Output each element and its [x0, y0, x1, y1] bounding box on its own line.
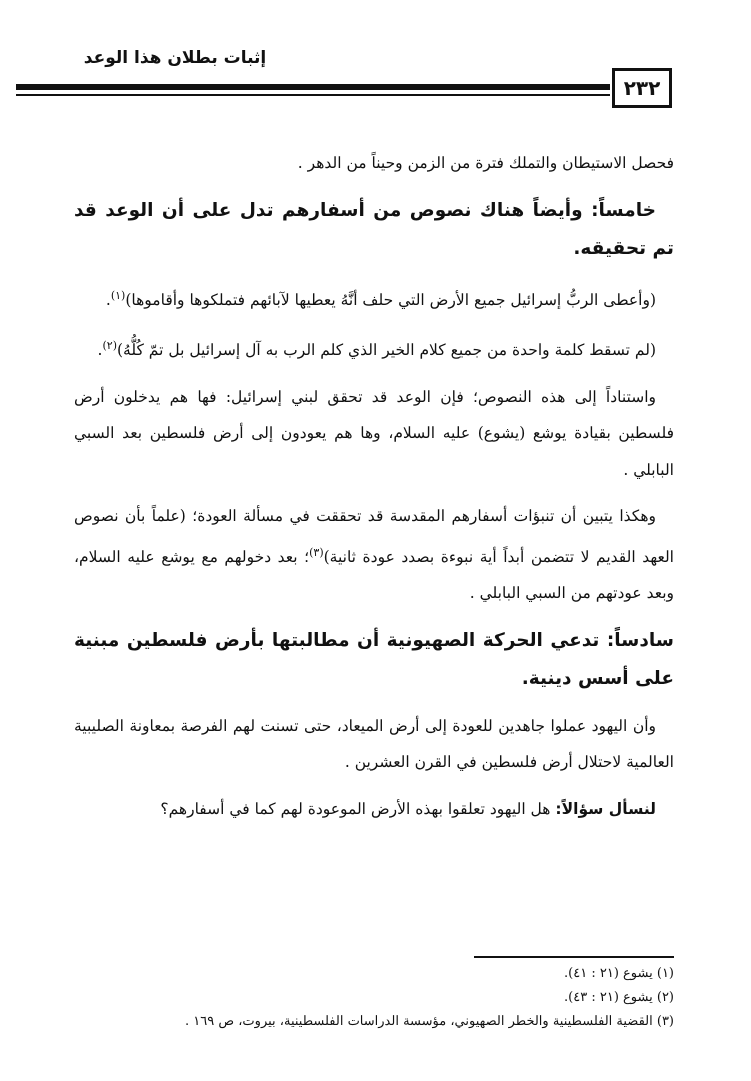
quote-text-1: (وأعطى الربُّ إسرائيل جميع الأرض التي حلف أنَّهُ يعطيها لآبائهم فتملكوها وأقاموها): [125, 290, 656, 309]
section-heading-5: خامساً: وأيضاً هناك نصوص من أسفارهم تدل على أن الوعد قد تم تحقيقه.: [74, 199, 674, 259]
footnote-separator: [474, 956, 674, 958]
paragraph-7-text: هل اليهود تعلقوا بهذه الأرض الموعودة لهم كما في أسفارهم؟: [160, 799, 556, 818]
quote-paragraph-2: [74, 328, 674, 369]
footnote-ref-1[interactable]: (١): [110, 288, 126, 302]
page-number: ٢٣٢: [612, 68, 672, 108]
header-rule-thin: [16, 94, 610, 96]
footnote-ref-3[interactable]: (٣): [309, 545, 324, 559]
paragraph-5: [74, 498, 674, 612]
section-heading-6: سادساً: تدعي الحركة الصهيونية أن مطالبتها بأرض فلسطين مبنية على أسس دينية.: [74, 629, 674, 689]
paragraph-7: [74, 791, 674, 828]
paragraph-7-lead: لنسأل سؤالاً:: [555, 799, 656, 818]
body-text: [74, 145, 674, 837]
footnotes: [74, 962, 674, 1034]
paragraph-5-text-a: وهكذا يتبين أن تنبؤات أسفارهم المقدسة قد تحققت في مسألة العودة؛ (علماً بأن نصوص العهد القديم لا تتضمن أبداً أية نبوءة بصدد عودة ثانية): [74, 507, 674, 566]
footnote-ref-2[interactable]: (٢): [102, 339, 117, 353]
paragraph-1: فحصل الاستيطان والتملك فترة من الزمن وحيناً من الدهر .: [297, 154, 674, 172]
quote-paragraph-1: [74, 278, 674, 319]
paragraph-6: وأن اليهود عملوا جاهدين للعودة إلى أرض الميعاد، حتى تسنت لهم الفرصة بمعاونة الصليبية العالمية لاحتلال أرض فلسطين في القرن العشرين .: [74, 716, 674, 772]
footnote-3: (٣) القضية الفلسطينية والخطر الصهيوني، مؤسسة الدراسات الفلسطينية، بيروت، ص ١٦٩ .: [185, 1014, 674, 1029]
header-rule-thick: [16, 84, 610, 90]
paragraph-5-text-b: ؛ بعد دخولهم مع يوشع عليه السلام، وبعد عودتهم من السبي البابلي .: [74, 547, 674, 603]
running-title: إثبات بطلان هذا الوعد: [83, 48, 267, 68]
quote-end-2: .: [97, 341, 103, 360]
quote-end-1: .: [105, 290, 111, 309]
quote-text-2: (لم تسقط كلمة واحدة من جميع كلام الخير الذي كلم الرب به آل إسرائيل بل تمّ كُلُّهُ): [116, 341, 656, 360]
footnote-2: (٢) يشوع (٢١ : ٤٣).: [564, 990, 674, 1005]
footnote-1: (١) يشوع (٢١ : ٤١).: [564, 966, 674, 981]
paragraph-4: واستناداً إلى هذه النصوص؛ فإن الوعد قد تحقق لبني إسرائيل: فها هم يدخلون أرض فلسطين بقيادة يوشع (يشوع) عليه السلام، وها هم يعودون إلى أرض فلسطين بعد السبي البابلي .: [74, 387, 674, 479]
